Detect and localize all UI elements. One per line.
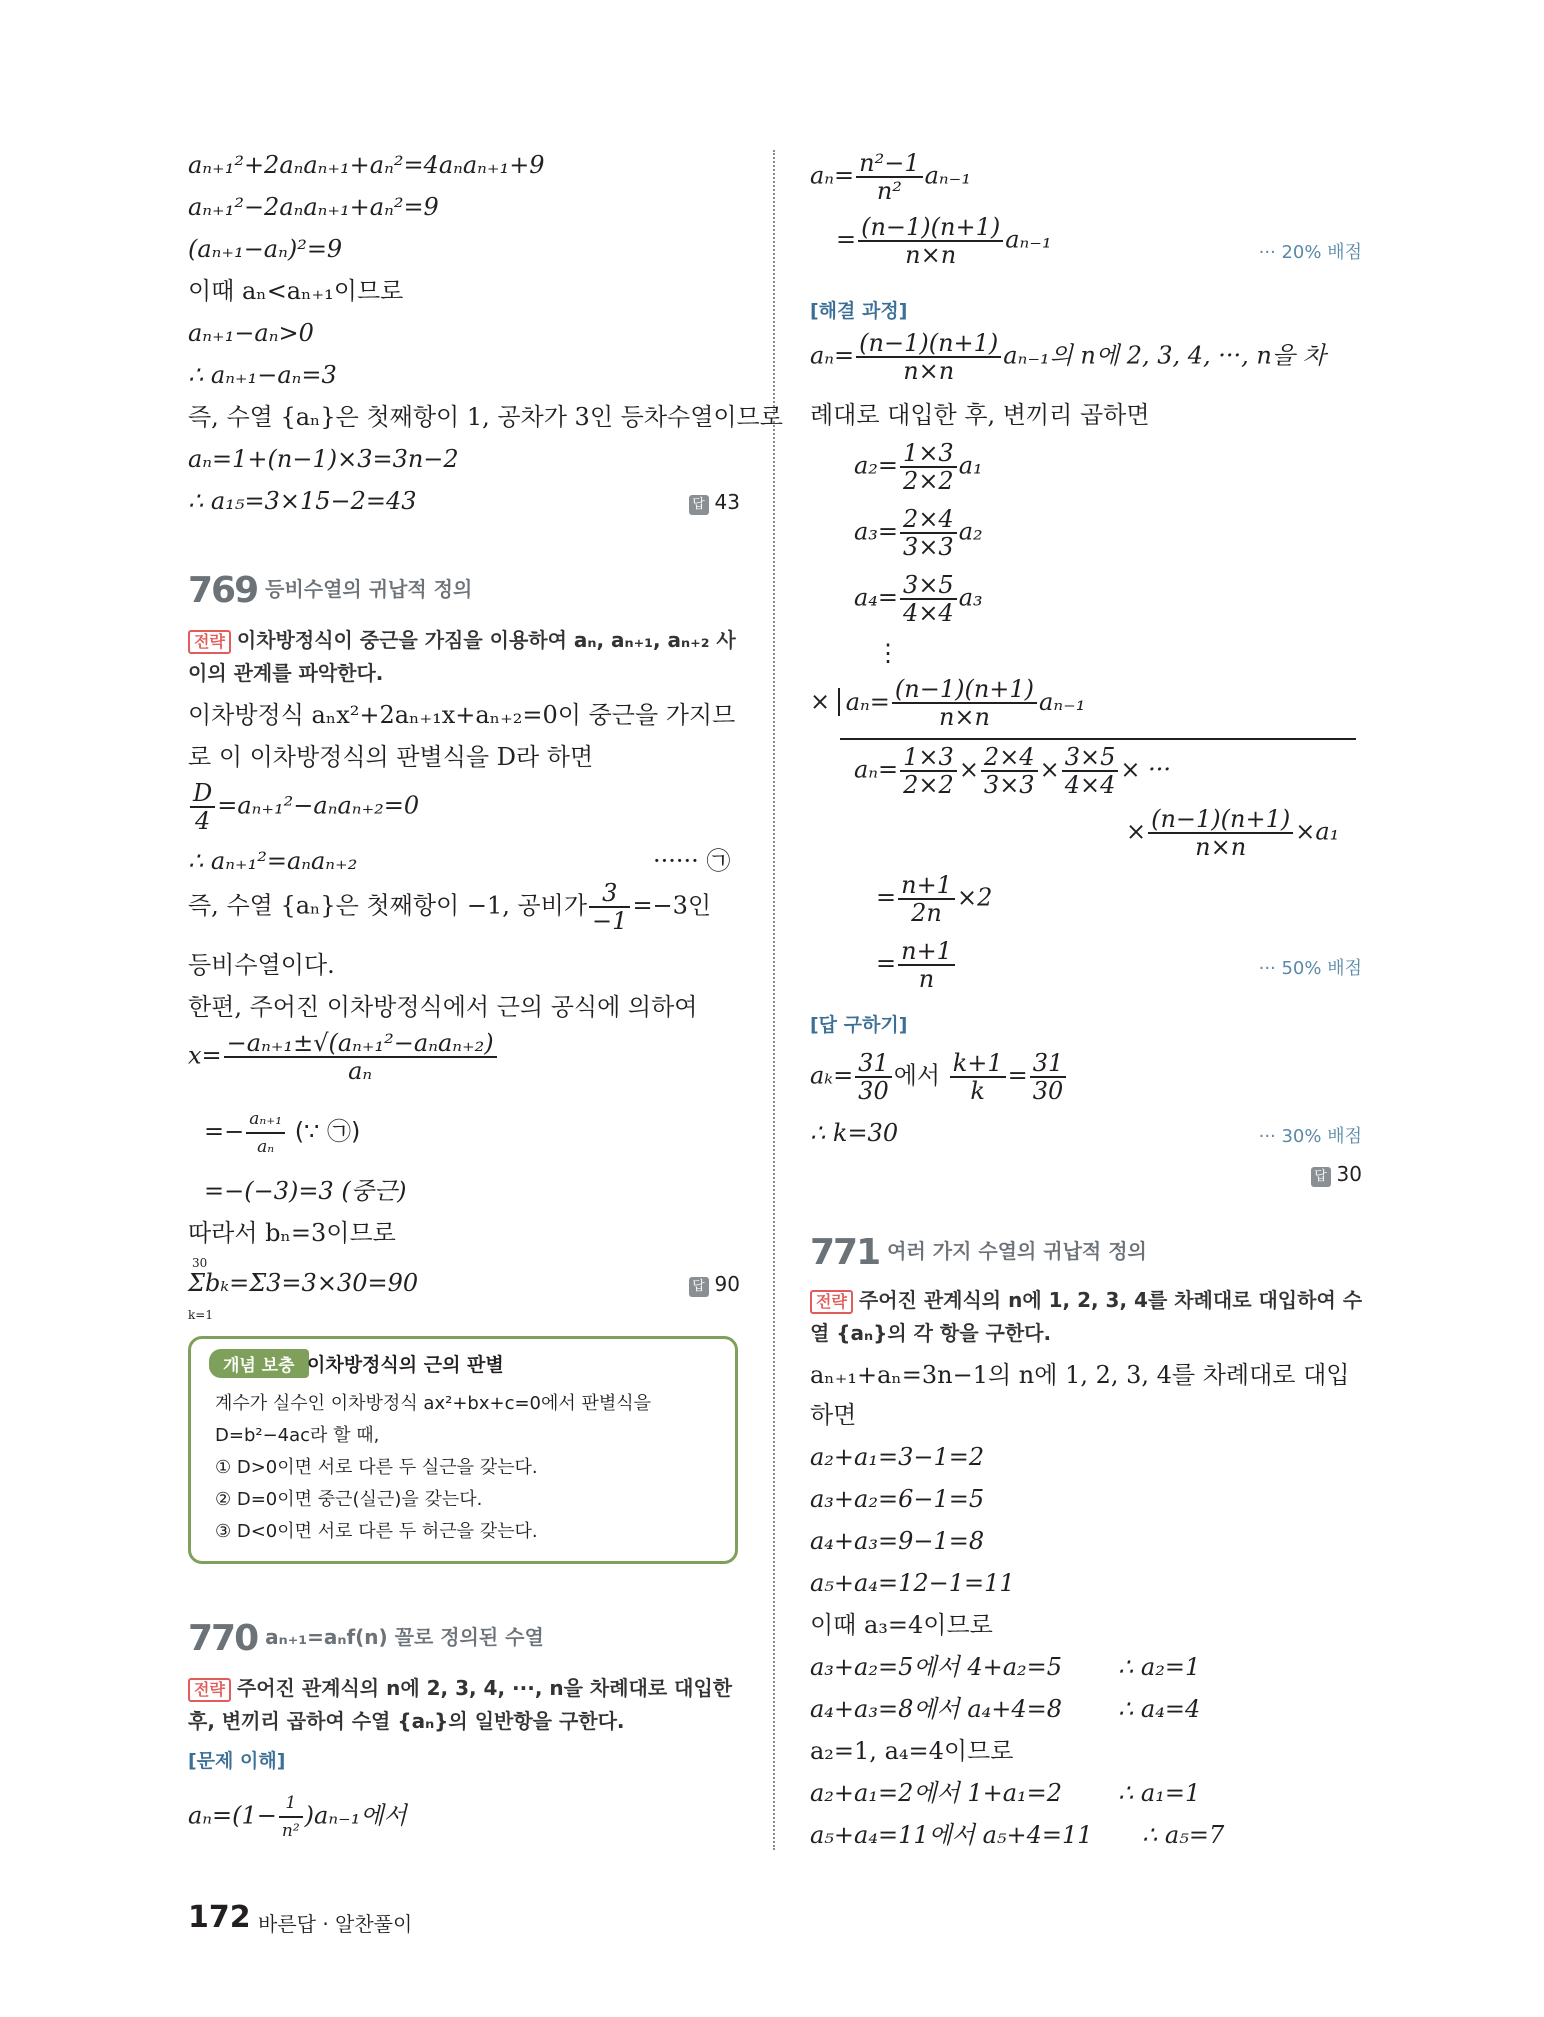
concept-title: 이차방정식의 근의 판별 <box>307 1354 504 1376</box>
strategy: 전략 주어진 관계식의 n에 1, 2, 3, 4를 차례대로 대입하여 수 <box>810 1284 1362 1315</box>
step-label: [해결 과정] <box>810 300 908 322</box>
strategy-cont: 이의 관계를 파악한다. <box>188 661 384 685</box>
text-line: 례대로 대입한 후, 변끼리 곱하면 <box>810 401 1150 429</box>
eq-result: ∴ a₁=1 <box>1118 1779 1201 1807</box>
eq-line: a₃+a₂=6−1=5 <box>810 1485 985 1513</box>
eq-line: aₖ= $\frac{31}{30}$ 에서 $\frac{k+1}{k}$ = $\frac{31}{30}$ <box>810 1050 1068 1104</box>
sum-top: 30 <box>192 1256 208 1270</box>
sum-bottom: k=1 <box>188 1308 213 1322</box>
strategy: 전략 이차방정식이 중근을 가짐을 이용하여 aₙ, aₙ₊₁, aₙ₊₂ 사 <box>188 624 736 655</box>
text-line: 하면 <box>810 1401 857 1429</box>
eq-result: ∴ a₅=7 <box>1142 1821 1225 1849</box>
eq-line: a₅+a₄=12−1=11 <box>810 1569 1015 1597</box>
product-step: a₃= $\frac{2\times 4}{3\times 3}$ a₂ <box>854 505 983 561</box>
text-line: 등비수열이다. <box>188 951 335 979</box>
eq-line: a₂+a₁=3−1=2 <box>810 1443 985 1471</box>
eq-line: aₙ=1+(n−1)×3=3n−2 <box>188 445 459 473</box>
eq-line: a₄+a₃=8에서 a₄+4=8 <box>810 1695 1063 1723</box>
strategy-label: 전략 <box>188 630 231 654</box>
ratio-line: 즉, 수열 {aₙ}은 첫째항이 −1, 공비가 $\frac{3}{-1}$ =−3인 <box>188 879 712 935</box>
eq-line: aₙ₊₁²−2aₙaₙ₊₁+aₙ²=9 <box>188 193 439 221</box>
eq-line: ∴ aₙ₊₁²=aₙaₙ₊₂ <box>188 847 358 875</box>
score-label: ··· 30% 배점 <box>1258 1126 1362 1147</box>
answer-icon: 답 <box>689 495 709 515</box>
answer-badge: 답 43 <box>689 490 740 515</box>
score-label: ··· 50% 배점 <box>1258 958 1362 979</box>
product-result-cont: × $\frac{(n-1)(n+1)}{n\times n}$ ×a₁ <box>1126 805 1340 861</box>
answer-icon: 답 <box>1311 1167 1331 1187</box>
eq-line: 즉, 수열 {aₙ}은 첫째항이 1, 공차가 3인 등차수열이므로 <box>188 403 783 431</box>
text-line: 로 이 이차방정식의 판별식을 D라 하면 <box>188 743 594 771</box>
eq-line: = $\frac{n+1}{2n}$ ×2 <box>876 871 993 927</box>
book-title: 바른답 · 알찬풀이 <box>258 1912 413 1936</box>
eq-line: aₙ₊₁²+2aₙaₙ₊₁+aₙ²=4aₙaₙ₊₁+9 <box>188 151 545 179</box>
concept-line: ③ D<0이면 서로 다른 두 허근을 갖는다. <box>215 1521 538 1542</box>
section-header-771 <box>810 1232 1147 1273</box>
strategy-label: 전략 <box>810 1290 853 1314</box>
section-name: 등비수열의 귀납적 정의 <box>265 577 473 601</box>
section-name: 여러 가지 수열의 귀납적 정의 <box>887 1239 1147 1263</box>
eq-result: ∴ a₄=4 <box>1118 1695 1201 1723</box>
step-label: [답 구하기] <box>810 1014 908 1036</box>
ref-mark: ······ ㉠ <box>653 847 731 875</box>
text-line: aₙ₊₁+aₙ=3n−1의 n에 1, 2, 3, 4를 차례대로 대입 <box>810 1361 1350 1389</box>
product-step: a₂= $\frac{1\times 3}{2\times 2}$ a₁ <box>854 439 983 495</box>
quadratic-formula: x= $\frac{\text{−aₙ₊₁±√(aₙ₊₁²−aₙaₙ₊₂)}}{\text{aₙ}}$ <box>188 1030 499 1084</box>
concept-box <box>188 1336 738 1564</box>
eq-line: = $\frac{(n-1)(n+1)}{n\times n}$ aₙ₋₁ <box>836 213 1052 269</box>
eq-line: ∴ aₙ₊₁−aₙ=3 <box>188 361 337 389</box>
answer-badge: 답 90 <box>689 1272 740 1297</box>
product-step: a₄= $\frac{3\times 5}{4\times 4}$ a₃ <box>854 571 983 627</box>
section-number: 769 <box>188 570 258 611</box>
eq-line: aₙ₊₁−aₙ>0 <box>188 319 314 347</box>
strategy-cont: 열 {aₙ}의 각 항을 구한다. <box>810 1321 1052 1345</box>
eq-line: a₃+a₂=5에서 4+a₂=5 <box>810 1653 1063 1681</box>
product-rule <box>840 738 1356 740</box>
concept-line: ② D=0이면 중근(실근)을 갖는다. <box>215 1489 483 1510</box>
concept-line: 계수가 실수인 이차방정식 ax²+bx+c=0에서 판별식을 <box>215 1393 652 1414</box>
section-number: 770 <box>188 1618 258 1659</box>
concept-tag: 개념 보충 <box>209 1349 309 1378</box>
section-header-770 <box>188 1618 544 1659</box>
eq-line: a₄+a₃=9−1=8 <box>810 1527 985 1555</box>
product-step: × aₙ= $\frac{(n-1)(n+1)}{n\times n}$ aₙ₋₁ <box>810 675 1086 731</box>
text-line: 한편, 주어진 이차방정식에서 근의 공식에 의하여 <box>188 993 698 1021</box>
eq-line: (aₙ₊₁−aₙ)²=9 <box>188 235 343 263</box>
answer-badge: 답 30 <box>1311 1162 1362 1187</box>
page-number: 172 <box>188 1900 251 1935</box>
eq-line: aₙ=(1− $\frac{1}{\text{n²}}$ )aₙ₋₁에서 <box>188 1790 407 1844</box>
eq-line: =−(−3)=3 (중근) <box>204 1177 407 1205</box>
section-header-769 <box>188 570 472 611</box>
product-result: aₙ= $\frac{1\times 3}{2\times 2}$ × $\frac{2\times 4}{3\times 3}$ × $\frac{3\times 5}{4\times 4}$ × ··· <box>854 743 1171 799</box>
vdots: ⋮ <box>876 639 900 667</box>
discriminant-line: $\frac{D}{4}$ =aₙ₊₁²−aₙaₙ₊₂=0 <box>188 780 419 834</box>
text-line: 따라서 bₙ=3이므로 <box>188 1219 396 1247</box>
strategy-cont: 후, 변끼리 곱하여 수열 {aₙ}의 일반항을 구한다. <box>188 1709 625 1733</box>
strategy-label: 전략 <box>188 1678 231 1702</box>
eq-line: a₅+a₄=11에서 a₅+4=11 <box>810 1821 1093 1849</box>
sum-line: Σbₖ=Σ3=3×30=90 <box>188 1269 419 1297</box>
eq-line: aₙ= $\frac{\text{n²−1}}{\text{n²}}$ aₙ₋₁ <box>810 149 971 205</box>
eq-line: aₙ= $\frac{(n-1)(n+1)}{n\times n}$ aₙ₋₁의 n에 2, 3, 4, ···, n을 차 <box>810 329 1326 385</box>
text-line: 이차방정식 aₙx²+2aₙ₊₁x+aₙ₊₂=0이 중근을 가지므 <box>188 701 736 729</box>
score-label: ··· 20% 배점 <box>1258 242 1362 263</box>
eq-line: 이때 aₙ<aₙ₊₁이므로 <box>188 277 404 305</box>
concept-line: ① D>0이면 서로 다른 두 실근을 갖는다. <box>215 1457 538 1478</box>
column-divider <box>773 150 775 1850</box>
section-number: 771 <box>810 1232 880 1273</box>
eq-line: ∴ a₁₅=3×15−2=43 <box>188 487 417 515</box>
eq-line: =− $\frac{\text{aₙ₊₁}}{\text{aₙ}}$ (∵ ㉠) <box>204 1106 360 1160</box>
eq-line: ∴ k=30 <box>810 1119 899 1147</box>
strategy: 전략 주어진 관계식의 n에 2, 3, 4, ···, n을 차례대로 대입한 <box>188 1672 732 1703</box>
text-line: 이때 a₃=4이므로 <box>810 1611 993 1639</box>
step-label: [문제 이해] <box>188 1750 286 1772</box>
section-name: aₙ₊₁=aₙf(n) 꼴로 정의된 수열 <box>265 1625 544 1649</box>
eq-result: ∴ a₂=1 <box>1118 1653 1201 1681</box>
concept-line: D=b²−4ac라 할 때, <box>215 1425 380 1446</box>
eq-line: a₂+a₁=2에서 1+a₁=2 <box>810 1779 1063 1807</box>
answer-icon: 답 <box>689 1277 709 1297</box>
eq-line: = $\frac{n+1}{n}$ <box>876 938 957 992</box>
text-line: a₂=1, a₄=4이므로 <box>810 1737 1014 1765</box>
